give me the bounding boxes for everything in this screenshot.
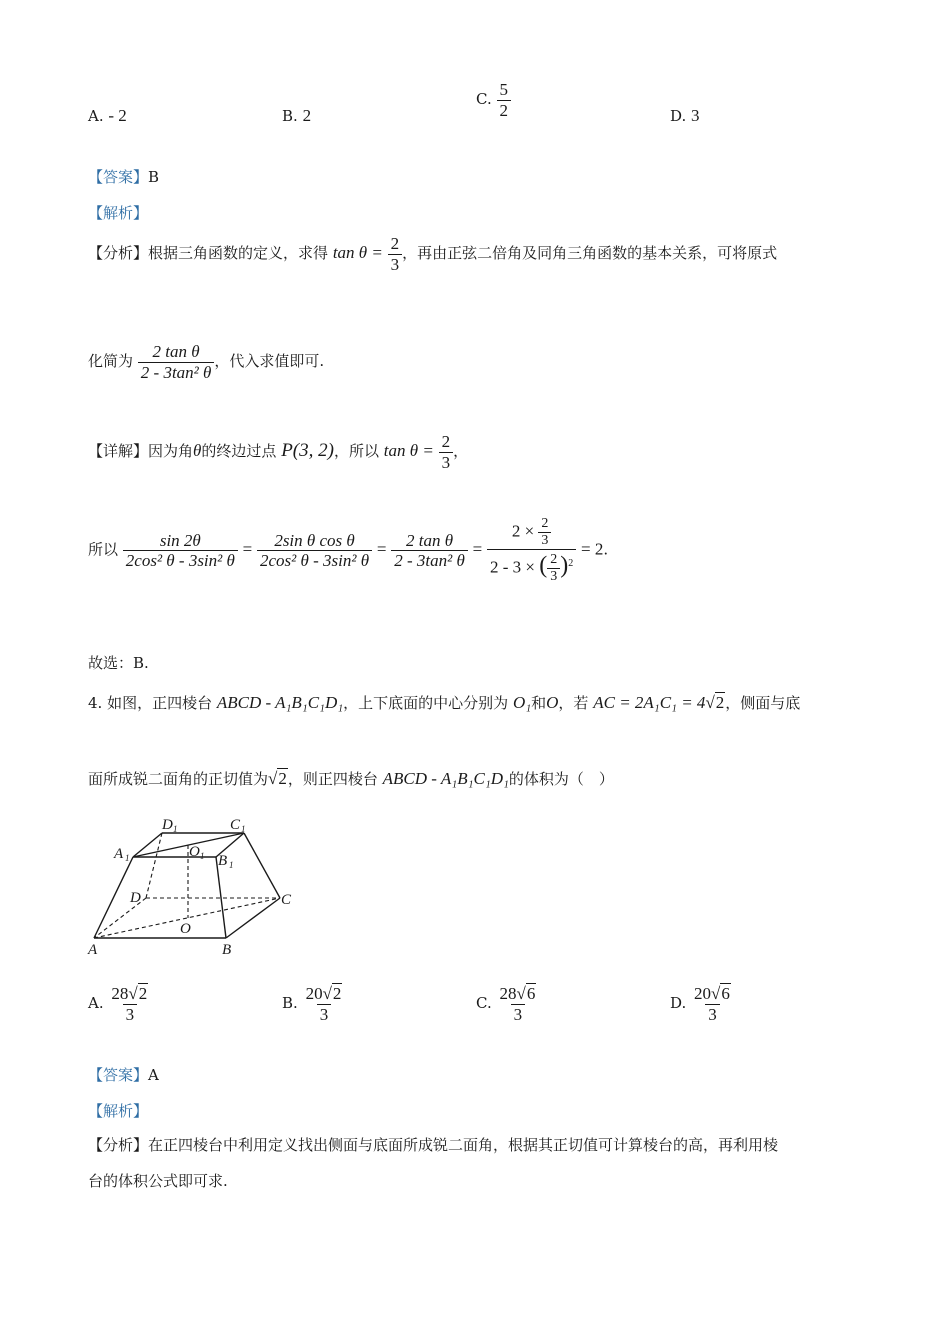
fenxi-label: 【分析】: [88, 244, 149, 263]
q4-option-d: D. $\frac{20√6}{3}$: [670, 984, 734, 1024]
ac-equation: AC = 2A₁C₁ = 4: [593, 693, 706, 712]
q4-stem-line2: 面所成锐二面角的正切值为√2，则正四棱台 ABCD - A₁B₁C₁D₁的体积为（ ）: [88, 769, 614, 788]
q4-fenxi-line2: 台的体积公式即可求.: [88, 1172, 228, 1190]
svg-text:1: 1: [173, 824, 178, 834]
frustum-name: ABCD - A₁B₁C₁D₁: [382, 769, 509, 788]
answer-value: A: [148, 1066, 159, 1084]
detail-label: 【详解】: [88, 442, 149, 461]
label-b: B: [222, 942, 232, 958]
frustum-figure: [84, 812, 304, 960]
label-a1: A: [114, 846, 124, 862]
option-value: 2: [302, 106, 312, 125]
svg-text:1: 1: [229, 860, 234, 870]
option-value: - 2: [108, 106, 127, 125]
fenxi-label: 【分析】: [88, 1136, 149, 1154]
frustum-name: ABCD - A₁B₁C₁D₁: [216, 693, 344, 712]
q4-analysis-label: 【解析】: [88, 1102, 149, 1120]
option-fraction: $\frac{20√6}{3}$: [694, 984, 730, 1024]
eq-term-2: $\frac{\text{2sin θ cos θ}}{\text{2cos² θ - 3sin² θ}}$: [257, 531, 372, 571]
q3-detail: 【详解】因为角θ的终边过点 P(3, 2)，所以 tan θ = $\frac{2}{3}$ ，: [88, 432, 469, 472]
fraction-2-3: $\frac{2}{3}$: [388, 234, 403, 274]
label-a: A: [88, 942, 98, 958]
label-b1: B: [218, 853, 228, 869]
eq-term-3: $\frac{\text{2 tan θ}}{\text{2 - 3tan² θ}}$: [391, 531, 468, 571]
option-fraction: $\frac{5}{2}$: [497, 80, 512, 120]
label-o: O: [180, 921, 191, 937]
option-letter: C.: [476, 90, 492, 109]
option-letter: A.: [88, 107, 104, 125]
fraction-2-3: $\frac{2}{3}$: [439, 432, 454, 472]
option-letter: B.: [282, 107, 298, 125]
eq-result: = 2: [581, 539, 604, 559]
point-p: P(3, 2): [281, 440, 334, 462]
svg-text:1: 1: [241, 824, 246, 834]
q3-fenxi: 【分析】根据三角函数的定义，求得 tan θ = $\frac{2}{3}$ ，再由正弦二倍角及同角三角函数的基本关系，可将原式: [88, 234, 778, 274]
q3-answer: [88, 166, 159, 187]
option-fraction: $\frac{28√6}{3}$: [499, 984, 536, 1024]
eq-term-1: $\frac{\sin 2\theta}{\text{2cos² θ - 3sin² θ}}$: [123, 531, 238, 571]
answer-label: 【答案】: [88, 168, 149, 186]
option-letter: D.: [670, 107, 687, 125]
q3-conclusion: 故选：B.: [88, 654, 149, 672]
tan-theta: tan θ =: [332, 243, 383, 263]
q3-equation: 所以 $\frac{\sin 2\theta}{\text{2cos² θ - 3sin² θ}}$ = $\frac{\text{2sin θ cos θ}}{\text{2cos² θ - 3sin² θ}}$ = $\frac{\text{2 tan θ}}{\text{2 - 3tan² θ}}$ = 2 × $\frac{2}{3}$ 2 - 3 × ( $\frac{2}{3}$ )$^2$ = 2.: [88, 516, 609, 585]
q4-option-a: A. $\frac{28√2}{3}$: [88, 984, 151, 1024]
q3-option-a: [88, 106, 127, 126]
answer-value: B: [148, 168, 160, 186]
option-value: 3: [691, 106, 700, 125]
q4-answer: [88, 1064, 159, 1085]
label-c1: C: [230, 817, 241, 833]
q3-option-d: [670, 106, 700, 126]
q4-stem-line1: 4. 如图，正四棱台 ABCD - A₁B₁C₁D₁，上下底面的中心分别为 O₁和O，若 AC = 2A₁C₁ = 4√2，侧面与底: [88, 693, 801, 712]
q4-option-c: C. $\frac{28√6}{3}$: [476, 984, 539, 1024]
simplified-expression: $\frac{\text{2 tan θ}}{\text{2 - 3tan² θ}}$: [138, 342, 215, 382]
svg-text:1: 1: [200, 851, 205, 861]
label-o1: O: [189, 844, 200, 860]
label-d: D: [130, 890, 141, 906]
q3-simplify: 化简为 $\frac{\text{2 tan θ}}{\text{2 - 3tan² θ}}$ ，代入求值即可.: [88, 342, 325, 382]
q4-option-b: B. $\frac{20√2}{3}$: [282, 984, 345, 1024]
q4-fenxi-line1: 【分析】在正四棱台中利用定义找出侧面与底面所成锐二面角，根据其正切值可计算棱台的高，再利用棱: [88, 1136, 779, 1154]
q3-option-c: [476, 80, 511, 120]
option-fraction: $\frac{20√2}{3}$: [305, 984, 342, 1024]
label-d1: D: [162, 817, 173, 833]
eq-term-4: 2 × $\frac{2}{3}$ 2 - 3 × ( $\frac{2}{3}$ )$^2$: [487, 516, 576, 585]
answer-label: 【答案】: [88, 1066, 149, 1084]
option-fraction: $\frac{28√2}{3}$: [111, 984, 148, 1024]
q3-option-b: [282, 106, 311, 126]
label-c: C: [281, 892, 292, 908]
q3-analysis-label: 【解析】: [88, 204, 149, 222]
svg-text:1: 1: [125, 853, 130, 863]
